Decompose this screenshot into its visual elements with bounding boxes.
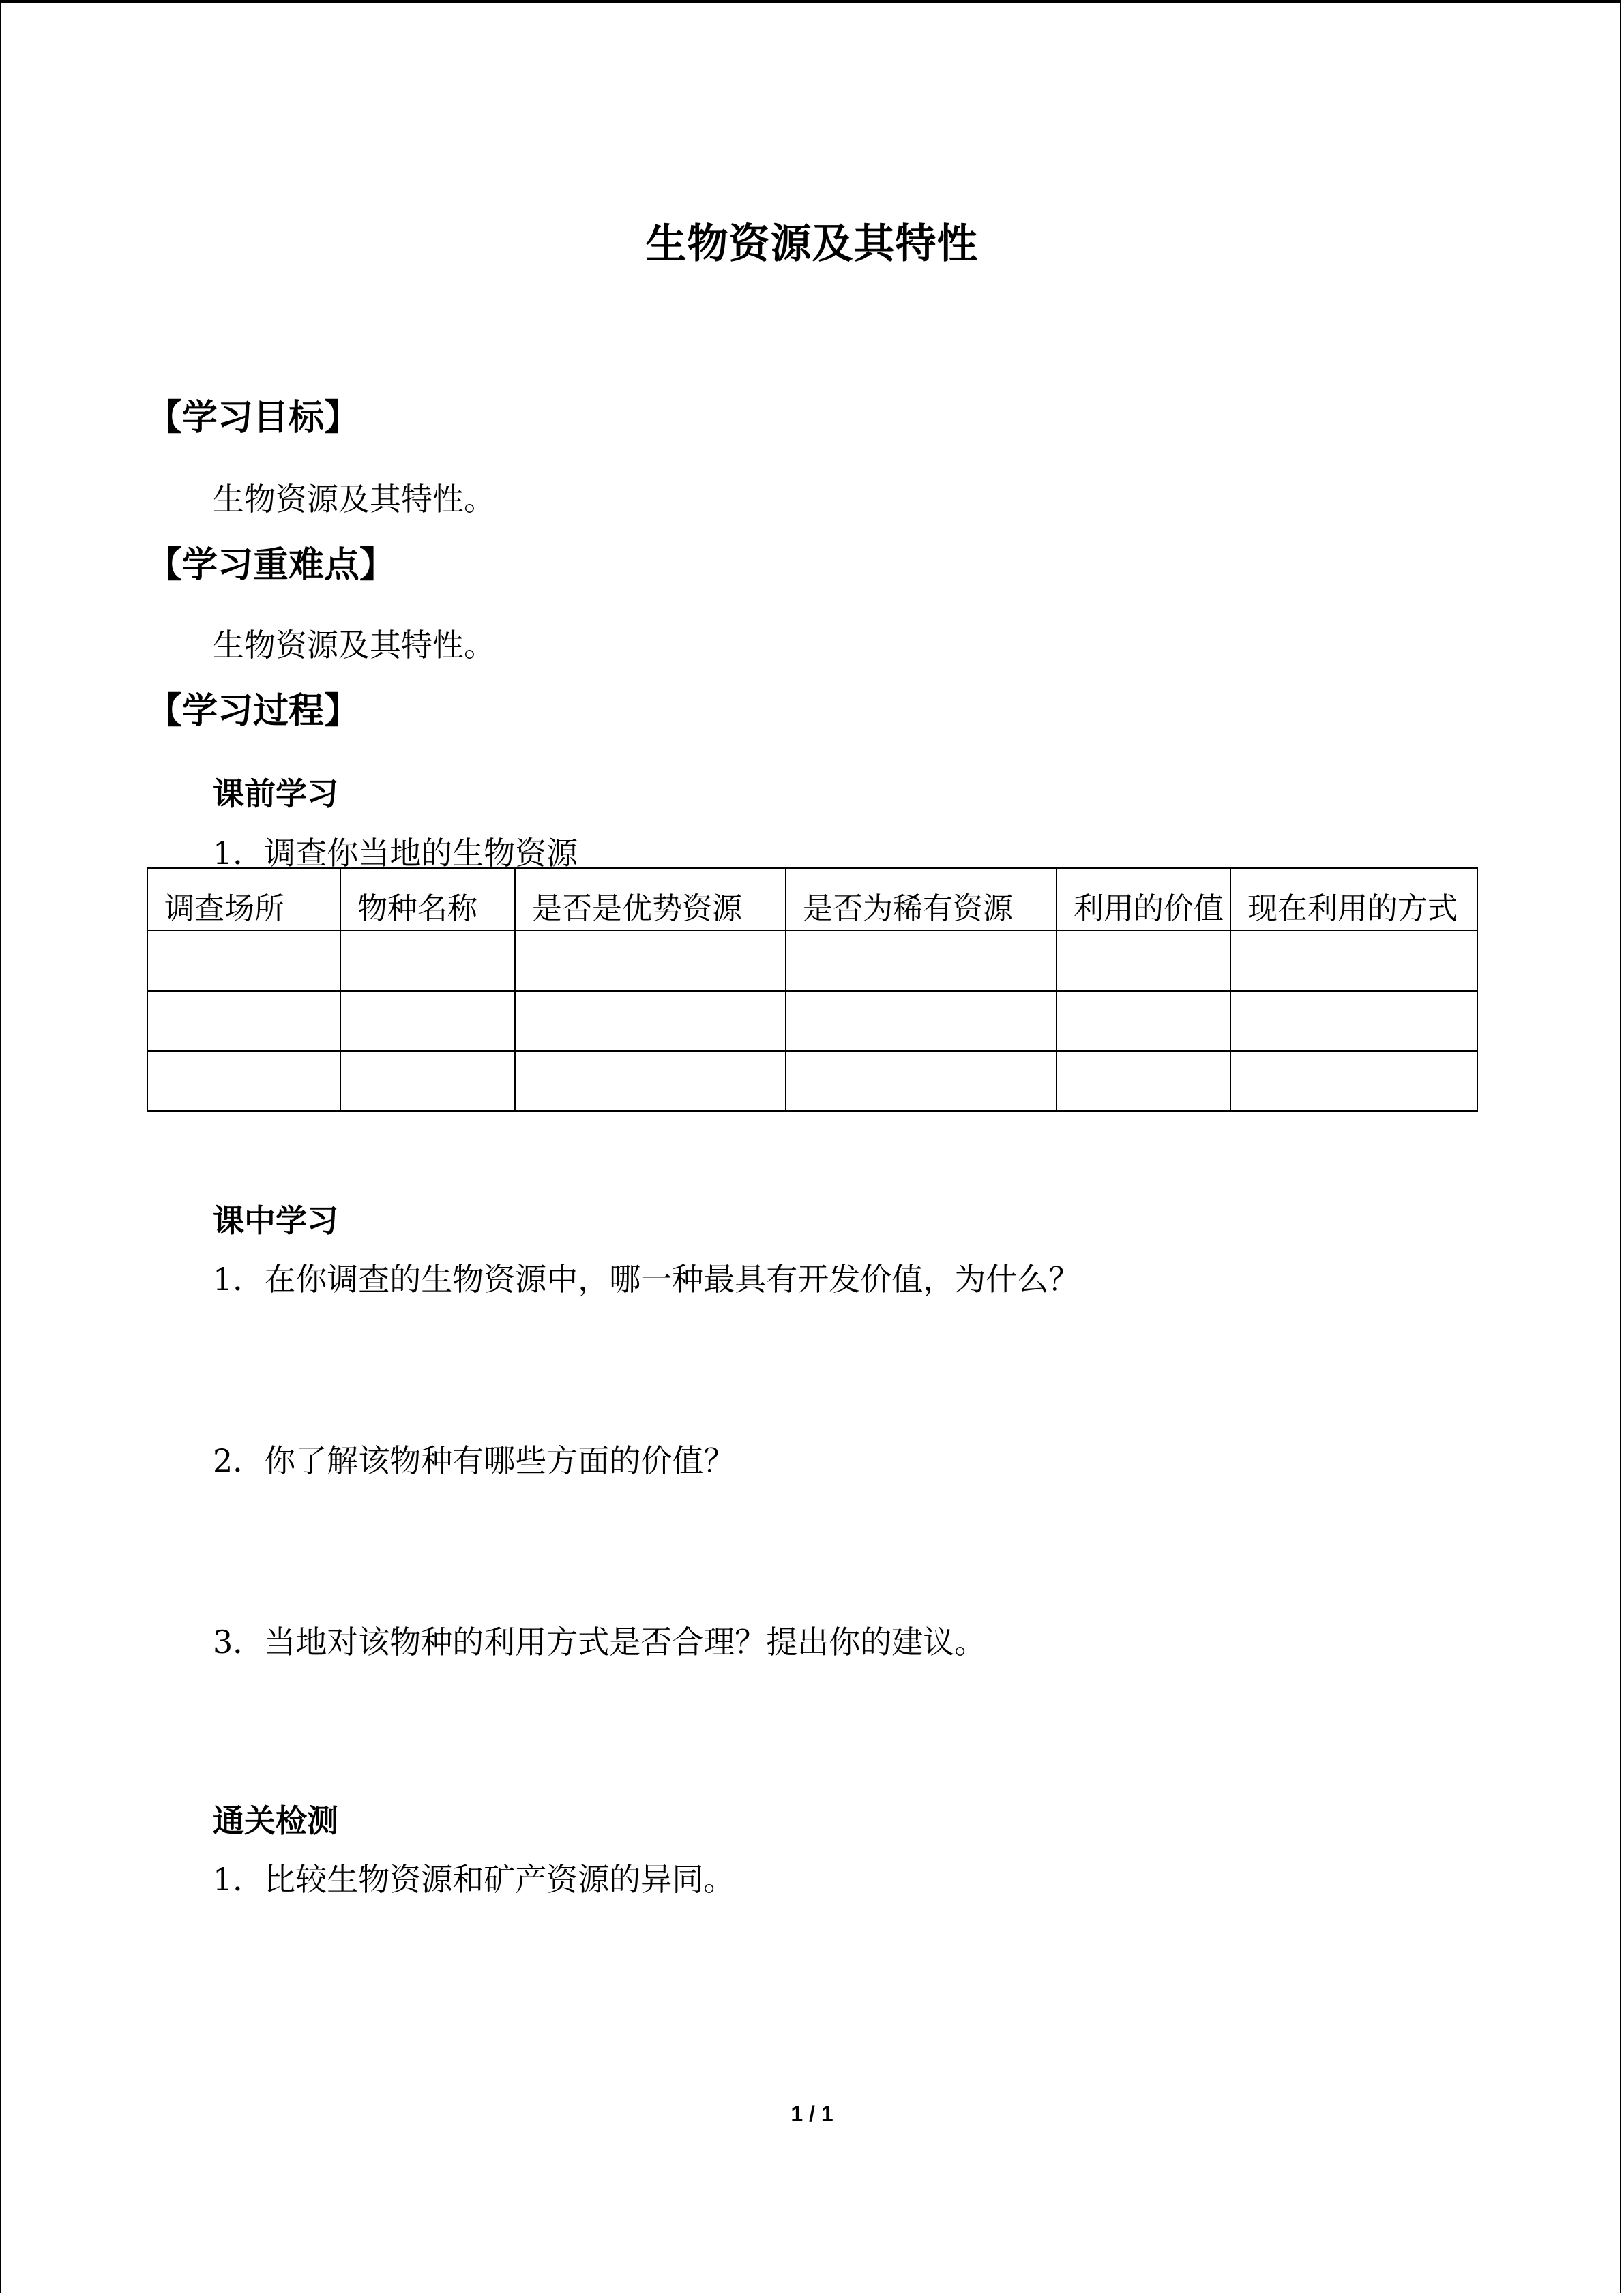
table-cell xyxy=(1057,991,1230,1051)
table-header-cell: 是否为稀有资源 xyxy=(786,868,1057,931)
table-header-row xyxy=(147,868,1477,931)
table-row xyxy=(147,1051,1477,1111)
table-cell xyxy=(147,931,340,991)
table-cell xyxy=(340,931,515,991)
table-cell xyxy=(1057,1051,1230,1111)
table-header-cell: 是否是优势资源 xyxy=(515,868,786,931)
table-cell xyxy=(515,991,786,1051)
table-cell xyxy=(1230,1051,1477,1111)
in-class-question-1: 1．在你调查的生物资源中，哪一种最具有开发价值，为什么？ xyxy=(213,1261,1080,1298)
in-class-question-3: 3．当地对该物种的利用方式是否合理？提出你的建议。 xyxy=(213,1624,986,1660)
check-heading: 通关检测 xyxy=(213,1802,338,1839)
table-cell xyxy=(786,1051,1057,1111)
in-class-question-2: 2．你了解该物种有哪些方面的价值？ xyxy=(213,1442,735,1479)
table-cell xyxy=(147,991,340,1051)
pre-class-item-1: 1．调查你当地的生物资源 xyxy=(213,835,578,871)
objectives-heading: 【学习目标】 xyxy=(147,398,360,438)
survey-table xyxy=(147,867,1478,1112)
table-header-cell: 利用的价值 xyxy=(1057,868,1230,931)
table-header-cell: 调查场所 xyxy=(147,868,340,931)
table-cell xyxy=(515,931,786,991)
table-cell xyxy=(1230,991,1477,1051)
table-row xyxy=(147,991,1477,1051)
page-number: 1 / 1 xyxy=(791,2102,833,2126)
table-cell xyxy=(515,1051,786,1111)
table-row xyxy=(147,931,1477,991)
in-class-heading: 课中学习 xyxy=(213,1202,338,1239)
key-points-heading: 【学习重难点】 xyxy=(147,545,396,586)
process-heading: 【学习过程】 xyxy=(147,691,360,732)
table-cell xyxy=(147,1051,340,1111)
table-cell xyxy=(786,991,1057,1051)
key-points-text: 生物资源及其特性。 xyxy=(213,627,495,664)
objectives-text: 生物资源及其特性。 xyxy=(213,481,495,518)
table-cell xyxy=(340,1051,515,1111)
table-header-cell: 物种名称 xyxy=(340,868,515,931)
table-header-cell: 现在利用的方式 xyxy=(1230,868,1477,931)
table-cell xyxy=(1057,931,1230,991)
document-title: 生物资源及其特性 xyxy=(645,220,979,268)
pre-class-heading: 课前学习 xyxy=(213,775,338,812)
check-question-1: 1．比较生物资源和矿产资源的异同。 xyxy=(213,1861,735,1898)
table-cell xyxy=(340,991,515,1051)
table-cell xyxy=(1230,931,1477,991)
table-cell xyxy=(786,931,1057,991)
